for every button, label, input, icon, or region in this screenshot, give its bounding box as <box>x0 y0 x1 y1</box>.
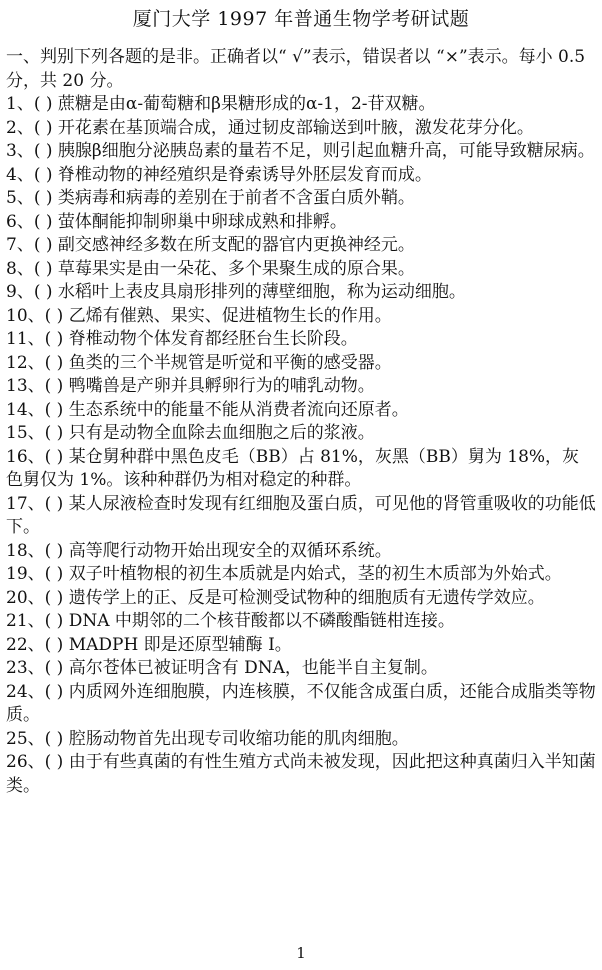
page-number: 1 <box>296 944 306 962</box>
question-item: 21、( ) DNA 中期邻的二个核苷酸都以不磷酸酯链柑连接。 <box>6 611 455 631</box>
section-instructions: 一、判别下列各题的是非。正确者以“ √”表示，错误者以 “×”表示。每小 0.5 分，共 20 分。 <box>6 47 586 91</box>
question-item: 26、( ) 由于有些真菌的有性生殖方式尚未被发现，因此把这种真菌归入半知菌类。 <box>6 752 596 796</box>
question-item: 7、( ) 副交感神经多数在所支配的器官内更换神经元。 <box>6 235 415 255</box>
question-item: 12、( ) 鱼类的三个半规管是听觉和平衡的感受器。 <box>6 352 392 373</box>
question-item: 11、( ) 脊椎动物个体发育都经胚台生长阶段。 <box>6 329 358 349</box>
question-item: 1、( ) 蔗糖是由α-葡萄糖和β果糖形成的α-1，2-苷双糖。 <box>6 94 436 114</box>
question-item: 17、( ) 某人尿液检查时发现有红细胞及蛋白质，可见他的肾管重吸收的功能低下。 <box>6 493 596 537</box>
question-item: 25、( ) 腔肠动物首先出现专司收缩功能的肌肉细胞。 <box>6 728 409 749</box>
question-item: 15、( ) 只有是动物全血除去血细胞之后的浆液。 <box>6 423 375 443</box>
question-item: 22、( ) MADPH 即是还原型辅酶 I。 <box>6 634 292 655</box>
question-item: 19、( ) 双子叶植物根的初生本质就是内始式，茎的初生木质部为外始式。 <box>6 564 562 584</box>
question-section <box>6 40 596 798</box>
question-item: 14、( ) 生态系统中的能量不能从消费者流向还原者。 <box>6 399 409 420</box>
question-item: 20、( ) 遗传学上的正、反是可检测受试物种的细胞质有无遗传学效应。 <box>6 587 545 608</box>
question-item: 10、( ) 乙烯有催熟、果实、促进植物生长的作用。 <box>6 305 392 326</box>
question-item: 13、( ) 鸭嘴兽是产卵并具孵卵行为的哺乳动物。 <box>6 376 375 396</box>
question-item: 23、( ) 高尔苍体已被证明含有 DNA，也能半自主复制。 <box>6 658 438 678</box>
question-item: 9、( ) 水稻叶上表皮具扇形排列的薄壁细胞，称为运动细胞。 <box>6 282 466 302</box>
question-item: 5、( ) 类病毒和病毒的差别在于前者不含蛋白质外鞘。 <box>6 188 415 208</box>
question-item: 2、( ) 开花素在基顶端合成，通过韧皮部输送到叶腋，激发花芽分化。 <box>6 117 534 138</box>
question-item: 4、( ) 脊椎动物的神经殖织是脊索诱导外胚层发育而成。 <box>6 164 432 185</box>
question-item: 6、( ) 萤体酮能抑制卵巢中卵球成熟和排孵。 <box>6 211 347 232</box>
question-item: 16、( ) 某仓舅种群中黑色皮毛（BB）占 81%，灰黑（BB）舅为 18%，灰色舅仅为 1%。该种种群仍为相对稳定的种群。 <box>6 446 580 490</box>
document-title: 厦门大学 1997 年普通生物学考研试题 <box>132 8 470 30</box>
question-item: 3、( ) 胰腺β细胞分泌胰岛素的量若不足，则引起血糖升高，可能导致糖尿病。 <box>6 141 595 161</box>
question-item: 18、( ) 高等爬行动物开始出现安全的双循环系统。 <box>6 540 392 561</box>
question-item: 8、( ) 草莓果实是由一朵花、多个果聚生成的原合果。 <box>6 258 415 279</box>
question-item: 24、( ) 内质网外连细胞膜，内连核膜，不仅能含成蛋白质，还能合成脂类等物质。 <box>6 681 596 725</box>
